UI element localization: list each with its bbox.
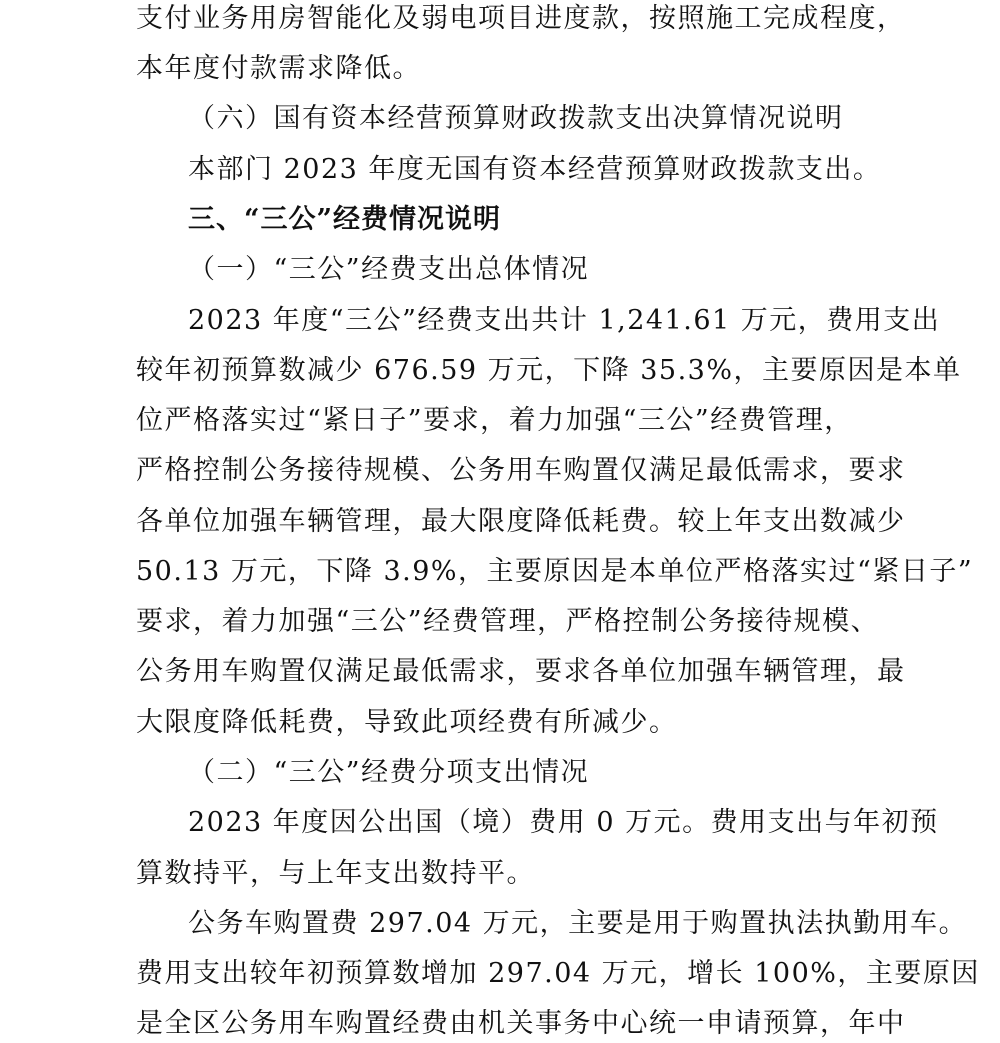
text-line-20: 费用支出较年初预算数增加 297.04 万元，增长 100%，主要原因 bbox=[136, 958, 980, 989]
subsection-heading-1: （一）“三公”经费支出总体情况 bbox=[188, 254, 590, 285]
text-line-13: 要求，着力加强“三公”经费管理，严格控制公务接待规模、 bbox=[136, 606, 880, 637]
text-line-11: 各单位加强车辆管理，最大限度降低耗费。较上年支出数减少 bbox=[136, 506, 906, 537]
text-line-12: 50.13 万元，下降 3.9%，主要原因是本单位严格落实过“紧日子” bbox=[136, 556, 974, 587]
text-line-9: 位严格落实过“紧日子”要求，着力加强“三公”经费管理， bbox=[136, 405, 853, 436]
subsection-heading-2: （二）“三公”经费分项支出情况 bbox=[188, 757, 590, 788]
text-line-2: 本年度付款需求降低。 bbox=[136, 53, 421, 84]
text-line-14: 公务用车购置仅满足最低需求，要求各单位加强车辆管理，最 bbox=[136, 656, 906, 687]
section-heading-6: （六）国有资本经营预算财政拨款支出决算情况说明 bbox=[188, 103, 844, 134]
text-line-8: 较年初预算数减少 676.59 万元，下降 35.3%，主要原因是本单 bbox=[136, 355, 962, 386]
text-line-17: 2023 年度因公出国（境）费用 0 万元。费用支出与年初预 bbox=[188, 807, 939, 838]
text-line-19: 公务车购置费 297.04 万元，主要是用于购置执法执勤用车。 bbox=[188, 908, 968, 939]
text-line-21: 是全区公务用车购置经费由机关事务中心统一申请预算，年中 bbox=[136, 1008, 906, 1039]
text-line-7: 2023 年度“三公”经费支出共计 1,241.61 万元，费用支出 bbox=[188, 305, 941, 336]
text-line-10: 严格控制公务接待规模、公务用车购置仅满足最低需求，要求 bbox=[136, 455, 906, 486]
text-line-1: 支付业务用房智能化及弱电项目进度款，按照施工完成程度， bbox=[136, 3, 906, 34]
text-line-15: 大限度降低耗费，导致此项经费有所减少。 bbox=[136, 707, 678, 738]
text-line-4: 本部门 2023 年度无国有资本经营预算财政拨款支出。 bbox=[188, 154, 882, 185]
text-line-18: 算数持平，与上年支出数持平。 bbox=[136, 858, 535, 889]
chapter-heading-3: 三、“三公”经费情况说明 bbox=[188, 204, 502, 235]
